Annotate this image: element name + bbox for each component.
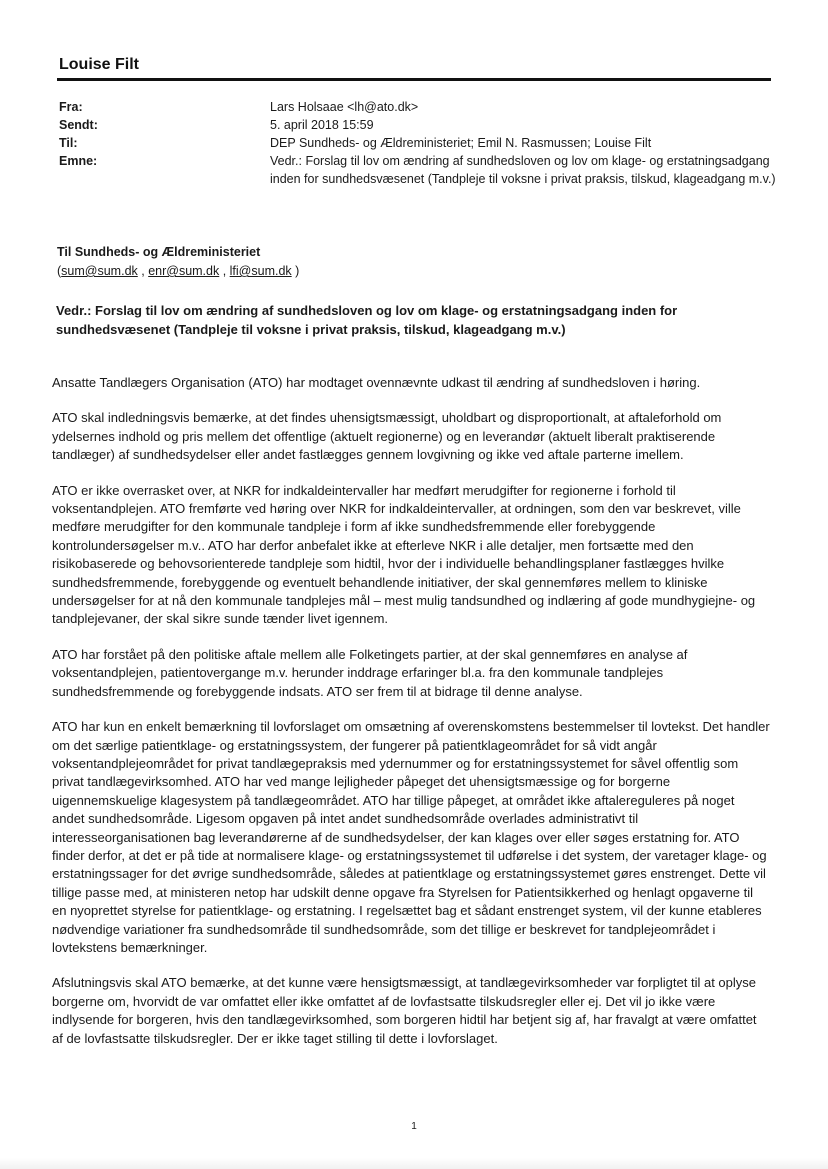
subject-label: Emne: <box>59 154 98 168</box>
scan-edge <box>0 1158 828 1169</box>
email-separator: , <box>219 264 230 278</box>
sent-value: 5. april 2018 15:59 <box>270 118 374 132</box>
to-row <box>59 134 779 152</box>
from-value: Lars Holsaae <lh@ato.dk> <box>270 100 419 114</box>
recipient-title: Til Sundheds- og Ældreministeriet <box>57 245 261 259</box>
recipient-emails <box>57 262 299 281</box>
paragraph: ATO har forstået på den politiske aftale mellem alle Folketingets partier, at der skal gennemføres en analyse af voksentandplejen, patientovergange m.v. herunder inddrage erfaringer bl.a. fra den kommunale tandplejes sundhedsfremmende og forebyggende indsats. ATO ser frem til at bidrage til denne analyse. <box>52 646 688 699</box>
subject-value: Vedr.: Forslag til lov om ændring af sundhedsloven og lov om klage- og erstatningsadgang inden for sundhedsvæsenet (Tandpleje til voksne i privat praksis, tilskud, klageadgang m.v.) <box>270 154 776 186</box>
page-number: 1 <box>411 1121 417 1132</box>
email-link-sum[interactable]: sum@sum.dk <box>61 264 138 278</box>
paragraph: Ansatte Tandlægers Organisation (ATO) har modtaget ovennævnte udkast til ændring af sundhedsloven i høring. <box>52 375 701 390</box>
paragraph: ATO skal indledningsvis bemærke, at det findes uhensigtsmæssigt, uholdbart og disproportionalt, at aftaleforhold om ydelsernes indhold og pris mellem det offentlige (aktuelt regionerne) og en leverandør (aktuelt liberalt praktiserende tandlæger) af sundhedsydelser eller andet fastlægges gennem lovgivning og ikke ved aftale parterne imellem. <box>52 410 722 463</box>
to-value: DEP Sundheds- og Ældreministeriet; Emil N. Rasmussen; Louise Filt <box>270 136 652 150</box>
close-paren: ) <box>291 264 300 278</box>
email-link-lfi[interactable]: lfi@sum.dk <box>229 264 292 278</box>
recipient-block <box>57 243 299 281</box>
email-header <box>59 98 779 188</box>
open-paren: ( <box>57 264 62 278</box>
subject-heading: Vedr.: Forslag til lov om ændring af sundhedsloven og lov om klage- og erstatningsadgang inden for sundhedsvæsenet (Tandpleje til voksne i privat praksis, tilskud, klageadgang m.v.) <box>56 303 678 337</box>
sent-label: Sendt: <box>59 118 98 132</box>
from-row <box>59 98 779 116</box>
from-label: Fra: <box>59 100 83 114</box>
sent-row <box>59 116 779 134</box>
letter-body <box>52 374 770 1065</box>
to-label: Til: <box>59 136 78 150</box>
paragraph: ATO er ikke overrasket over, at NKR for indkaldeintervaller har medført merudgifter for regionerne i forhold til voksentandplejen. ATO fremførte ved høring over NKR for indkaldeintervaller, at ordningen, som den var beskrevet, ville medføre merudgifter for den kommunale tandpleje i form af ikke sundhedsfremmende eller forebyggende kontrolundersøgelser m.v.. ATO har derfor anbefalet ikke at efterleve NKR i alle detaljer, men fortsætte med den risikobaserede og behovsorienterede tandpleje som hidtil, hvor der i individuelle behandlingsplaner fastlægges hvilke sundhedsfremmende, forebyggende og eventuelt behandlende initiativer, der skal gennemføres mellem to kliniske undersøgelser for at nå den kommunale tandplejes mål – mest mulig tandsundhed og indlæring af gode mundhygiejne- og tandplejevaner, der skal sikre sunde tænder livet igennem. <box>52 482 756 627</box>
email-link-enr[interactable]: enr@sum.dk <box>148 264 220 278</box>
email-separator: , <box>137 264 149 278</box>
header-rule <box>57 78 771 81</box>
sender-name: Louise Filt <box>59 56 139 73</box>
subject-row <box>59 152 779 188</box>
paragraph: ATO har kun en enkelt bemærkning til lovforslaget om omsætning af overenskomstens bestemmelser til lovtekst. Det handler om det særlige patientklage- og erstatningssystem, der fungerer på patientklageområdet for så vidt angår voksentandplejeområdet for privat tandlægepraksis med ydernummer og for erstatningssystemet for såvel offentlig som privat tandlægevirksomhed. ATO har ved mange lejligheder påpeget det uhensigtsmæssige og for borgerne uigennemskuelige klagesystem på tandlægeområdet. ATO har tillige påpeget, at området ikke aftalereguleres på noget andet sundhedsområde. Ligesom opgaven på intet andet sundhedsområde overlades administrativt til interesseorganisationen bag leverandørerne af de sundhedsydelser, der kan klages over eller søges erstatning for. ATO finder derfor, at det er på tide at normalisere klage- og erstatningssystemet til udførelse i det system, der varetager klage- og erstatningssager for det øvrige sundhedsområde, således at patientklage og erstatningssystemet gøres enstrenget. Dette vil tillige passe med, at ministeren netop har udskilt denne opgave fra Styrelsen for Patientsikkerhed og henlagt opgaverne til en nyoprettet styrelse for patientklage- og erstatning. I regelsættet bag et sådant enstrenget system, vil der kunne etableres nødvendige variationer fra sundhedsområde til sundhedsområde, som det tillige er beskrevet for tandplejeområdet i lovtekstens bemærkninger. <box>52 719 770 955</box>
paragraph: Afslutningsvis skal ATO bemærke, at det kunne være hensigtsmæssigt, at tandlægevirksomheder var forpligtet til at oplyse borgerne om, hvorvidt de var omfattet eller ikke omfattet af de lovfastsatte tilskudsregler eller ej. Det vil jo ikke være indlysende for borgeren, hvis den tandlægevirksomhed, som borgeren hidtil har betjent sig af, har fravalgt at være omfattet af de lovfastsatte tilskudsregler. Der er ikke taget stilling til dette i lovforslaget. <box>52 975 757 1046</box>
